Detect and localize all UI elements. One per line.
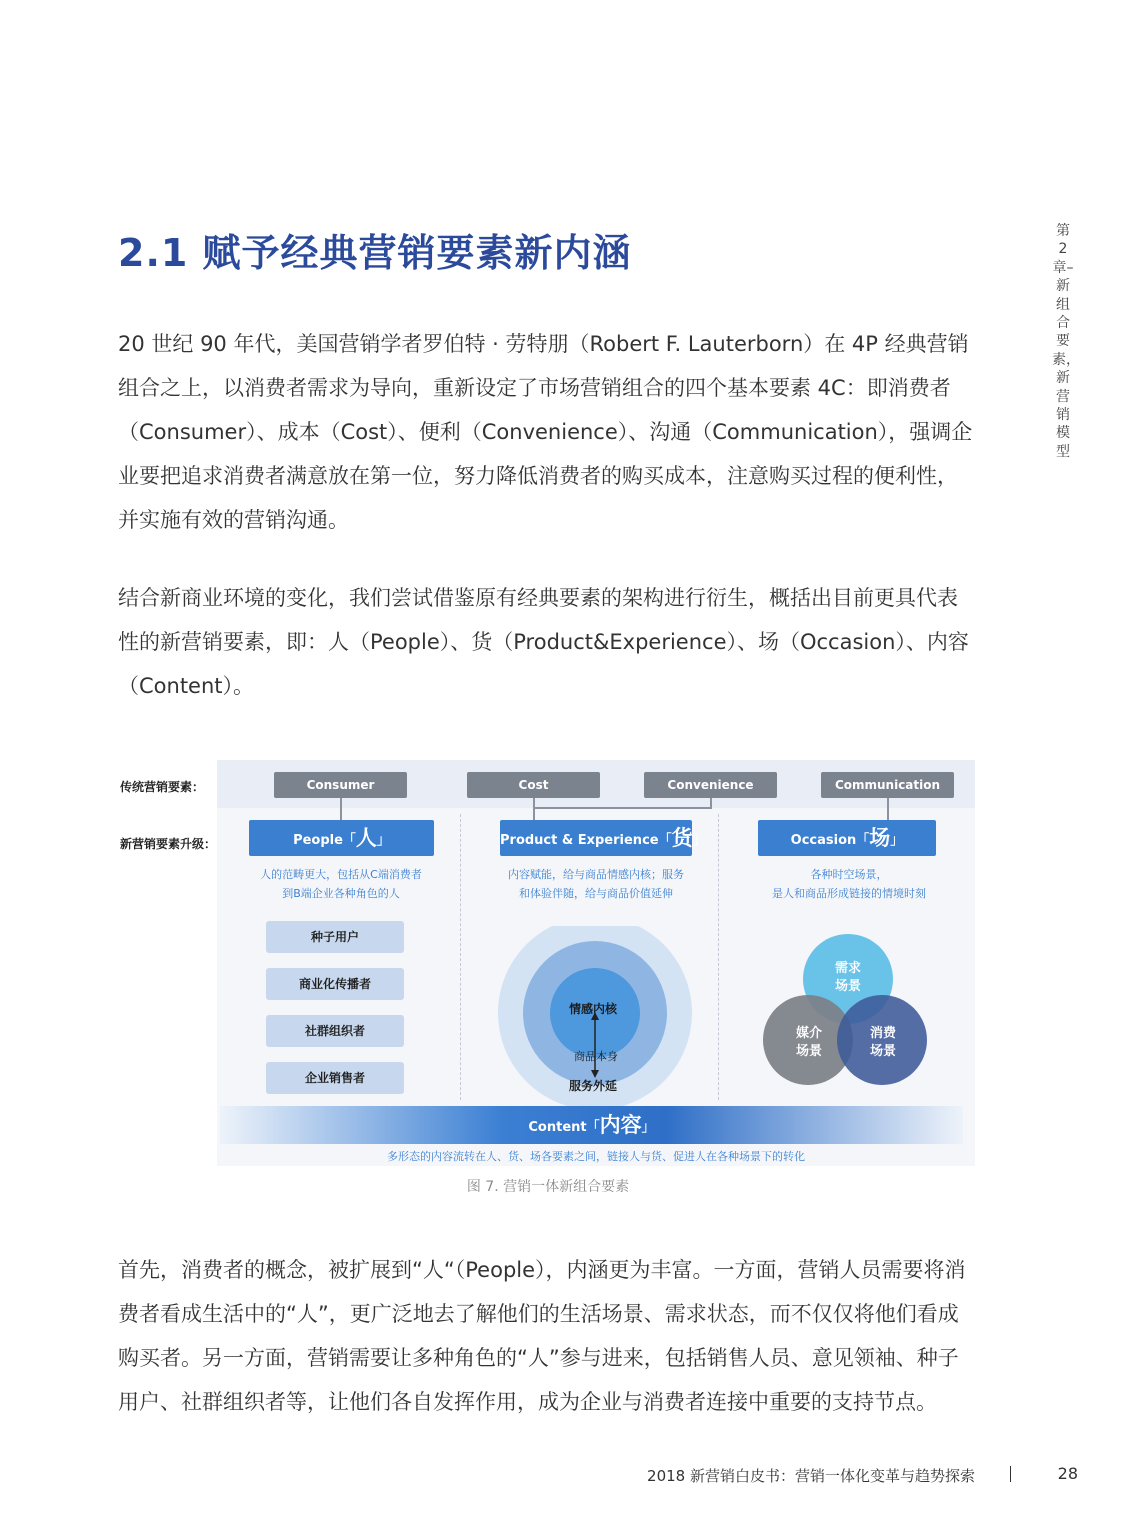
people-label-end: 」 [376, 833, 390, 848]
role-seed-users: 种子用户 [266, 921, 404, 953]
connector [340, 798, 342, 820]
column-divider [460, 814, 461, 1100]
occasion-label-cn: 场 [869, 826, 891, 850]
product-rings-diagram [496, 926, 696, 1106]
page-number: 28 [1057, 1464, 1078, 1483]
content-label-en: Content「 [528, 1120, 600, 1135]
chapter-side-tab: 第2章–新组合要素，新营销模型 [1052, 223, 1080, 460]
role-commercial-spreaders: 商业化传播者 [266, 968, 404, 1000]
product-box [500, 820, 706, 856]
occasion-venn-diagram [754, 926, 944, 1096]
footer-title: 2018 新营销白皮书：营销一体化变革与趋势探索 [647, 1467, 975, 1485]
traditional-elements-label: 传统营销要素： [120, 780, 205, 794]
media-scene-label-1: 媒介 [795, 1026, 823, 1041]
media-scene-label-2: 场景 [795, 1044, 823, 1059]
column-divider [718, 814, 719, 1100]
content-description: 多形态的内容流转在人、货、场各要素之间，链接人与货、促进人在各种场景下的转化 [387, 1150, 805, 1163]
connector [887, 798, 889, 820]
paragraph-4c-intro: 20 世纪 90 年代，美国营销学者罗伯特 · 劳特朋（Robert F. Lauterborn）在 4P 经典营销组合之上，以消费者需求为导向，重新设定了市场营销组合的四个基本要素 4C：即消费者（Consumer）、成本（Cost）、便利（Convenience）、沟通（Communication），强调企业要把追求消费者满意放在第一位，努力降低消费者的购买成本，注意购买过程的便利性，并实施有效的营销沟通。 [118, 332, 973, 532]
paragraph-new-elements: 结合新商业环境的变化，我们尝试借鉴原有经典要素的架构进行衍生，概括出目前更具代表性的新营销要素，即：人（People）、货（Product&Experience）、场（Occasion）、内容（Content）。 [118, 586, 969, 698]
people-box [249, 820, 434, 856]
content-label-end: 」 [641, 1120, 655, 1135]
people-label-en: People「 [293, 833, 356, 848]
paragraph-people: 首先，消费者的概念，被扩展到“人“（People），内涵更为丰富。一方面，营销人员需要将消费者看成生活中的“人”，更广泛地去了解他们的生活场景、需求状态，而不仅仅将他们看成购买者。另一方面，营销需要让多种角色的“人”参与进来，包括销售人员、意见领袖、种子用户、社群组织者等，让他们各自发挥作用，成为企业与消费者连接中重要的支持节点。 [118, 1258, 966, 1414]
content-label-cn: 内容 [599, 1113, 642, 1137]
figure-caption: 图 7. 营销一体新组合要素 [466, 1179, 630, 1195]
role-enterprise-sales: 企业销售者 [266, 1062, 404, 1094]
consumption-scene-label-2: 场景 [869, 1044, 897, 1059]
connector [533, 807, 712, 809]
marketing-elements-figure [118, 758, 978, 1170]
product-itself-label: 商品本身 [574, 1050, 618, 1063]
footer-divider [1010, 1466, 1011, 1482]
section-title: 2.1 赋予经典营销要素新内涵 [118, 231, 632, 275]
people-description: 人的范畴更大，包括从C端消费者 到B端企业各种角色的人 [260, 868, 422, 900]
trad-box-convenience: Convenience [644, 772, 777, 798]
emotion-core-label: 情感内核 [568, 1002, 618, 1016]
product-label-cn: 货 [671, 826, 693, 850]
product-label-en: Product & Experience「 [500, 833, 672, 848]
trad-box-cost: Cost [467, 772, 600, 798]
occasion-label-end: 」 [890, 833, 904, 848]
connector [533, 798, 535, 820]
occasion-box [758, 820, 936, 856]
demand-scene-label-1: 需求 [834, 961, 862, 976]
new-elements-label: 新营销要素升级： [120, 837, 217, 851]
trad-box-communication: Communication [821, 772, 954, 798]
product-label-end: 」 [692, 833, 706, 848]
content-bar [220, 1106, 963, 1144]
people-label-cn: 人 [355, 826, 377, 850]
service-extension-label: 服务外延 [568, 1079, 618, 1093]
trad-box-consumer: Consumer [274, 772, 407, 798]
consumption-scene-label-1: 消费 [869, 1026, 897, 1041]
occasion-description: 各种时空场景， 是人和商品形成链接的情境时刻 [772, 868, 926, 900]
product-description: 内容赋能，给与商品情感内核；服务 和体验伴随，给与商品价值延伸 [508, 868, 684, 900]
role-community-organizers: 社群组织者 [266, 1015, 404, 1047]
demand-scene-label-2: 场景 [834, 979, 862, 994]
occasion-label-en: Occasion「 [790, 833, 870, 848]
